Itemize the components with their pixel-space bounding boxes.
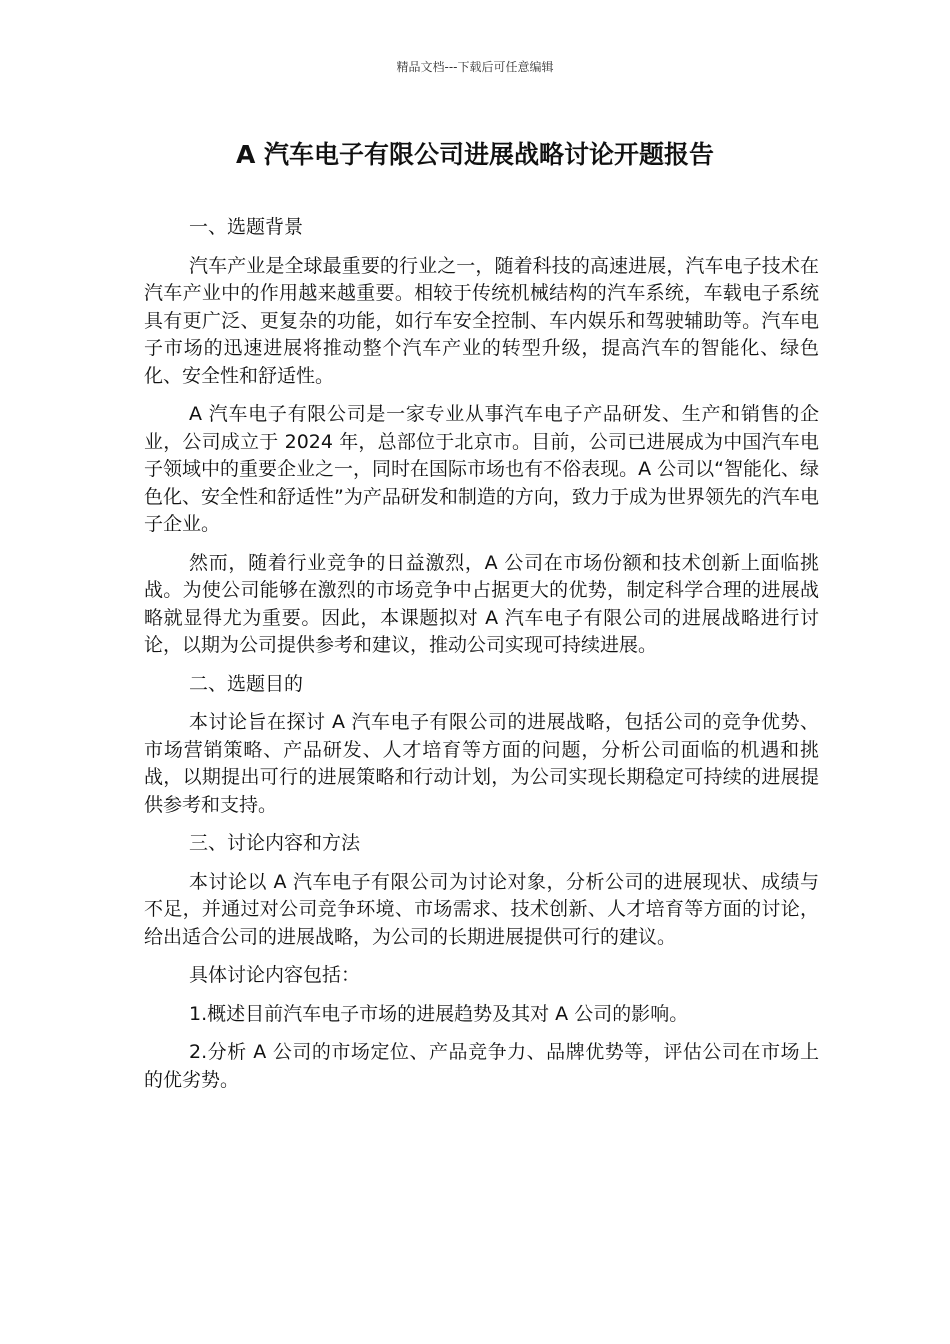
section-heading-content-method: 三、讨论内容和方法 — [189, 832, 361, 854]
section-heading-purpose: 二、选题目的 — [189, 672, 304, 695]
paragraph-content-intro: 具体讨论内容包括： — [189, 964, 361, 986]
paragraph-content-method: 本讨论以 A 汽车电子有限公司为讨论对象，分析公司的进展现状、成绩与不足，并通过对公司竞争环境、市场需求、技术创新、人才培育等方面的讨论，给出适合公司的进展战略，为公司的长期进展提供可行的建议。 — [144, 870, 819, 948]
document-title: A 汽车电子有限公司进展战略讨论开题报告 — [235, 140, 715, 169]
paragraph-industry-overview: 汽车产业是全球最重要的行业之一，随着科技的高速进展，汽车电子技术在汽车产业中的作用越来越重要。相较于传统机械结构的汽车系统，车载电子系统具有更广泛、更复杂的功能，如行车安全控制、车内娱乐和驾驶辅助等。汽车电子市场的迅速进展将推动整个汽车产业的转型升级，提高汽车的智能化、绿色化、安全性和舒适性。 — [144, 254, 819, 387]
section-heading-background: 一、选题背景 — [189, 216, 304, 238]
list-item-2: 2.分析 A 公司的市场定位、产品竞争力、品牌优势等，评估公司在市场上的优劣势。 — [144, 1041, 819, 1091]
header-note: 精品文档---下载后可任意编辑 — [396, 60, 554, 74]
list-item-1: 1.概述目前汽车电子市场的进展趋势及其对 A 公司的影响。 — [189, 1002, 689, 1025]
paragraph-challenges: 然而，随着行业竞争的日益激烈，A 公司在市场份额和技术创新上面临挑战。为使公司能够在激烈的市场竞争中占据更大的优势，制定科学合理的进展战略就显得尤为重要。因此，本课题拟对 A 汽车电子有限公司的进展战略进行讨论，以期为公司提供参考和建议，推动公司实现可持续进展。 — [144, 551, 819, 656]
paragraph-company-profile: A 汽车电子有限公司是一家专业从事汽车电子产品研发、生产和销售的企业，公司成立于 2024 年，总部位于北京市。目前，公司已进展成为中国汽车电子领域中的重要企业之一，同时在国际市场也有不俗表现。A 公司以“智能化、绿色化、安全性和舒适性”为产品研发和制造的方向，致力于成为世界领先的汽车电子企业。 — [144, 403, 819, 535]
paragraph-purpose: 本讨论旨在探讨 A 汽车电子有限公司的进展战略，包括公司的竞争优势、市场营销策略、产品研发、人才培育等方面的问题，分析公司面临的机遇和挑战，以期提出可行的进展策略和行动计划，为公司实现长期稳定可持续的进展提供参考和支持。 — [144, 711, 819, 816]
document-body — [144, 214, 819, 1105]
